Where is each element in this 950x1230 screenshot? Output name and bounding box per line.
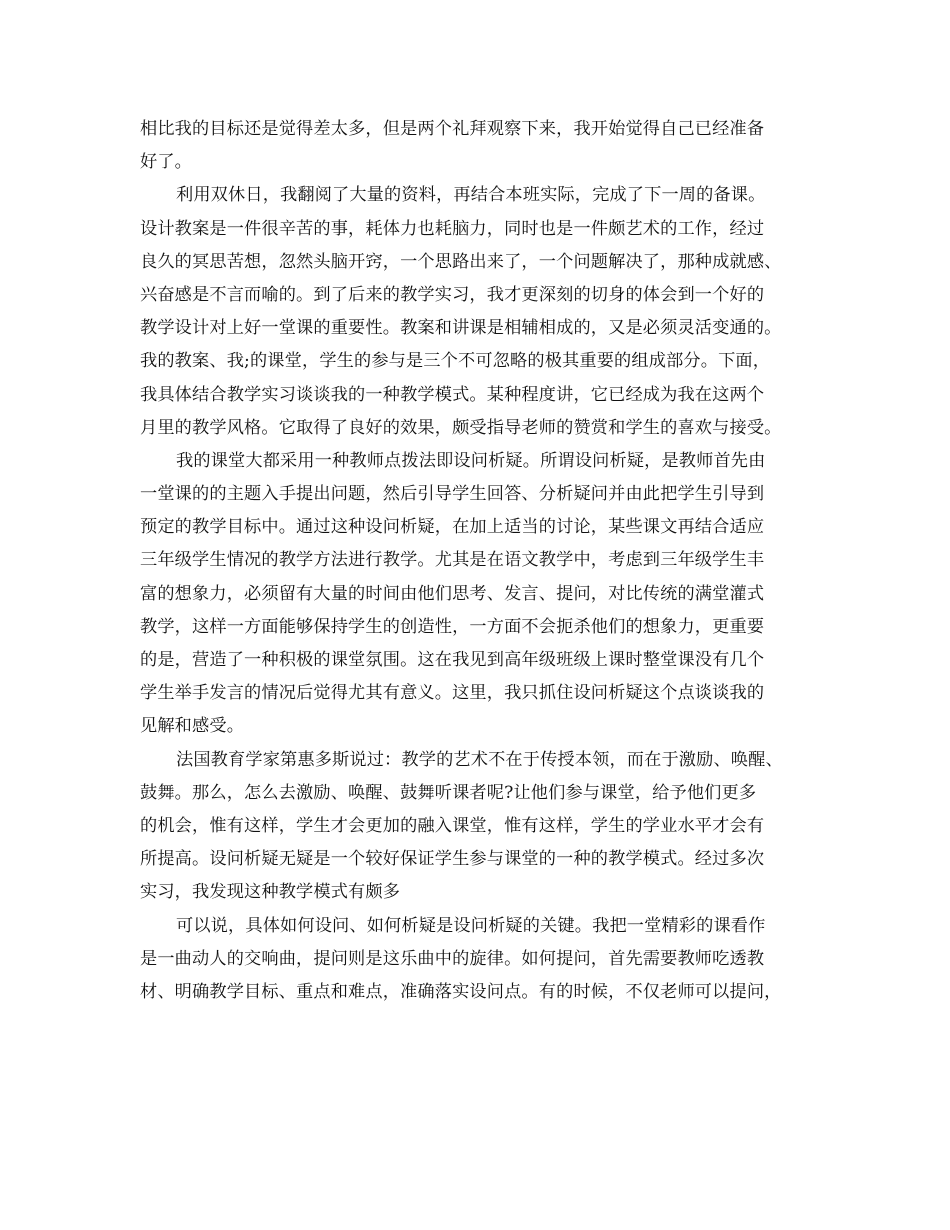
text-line: 是一曲动人的交响曲，提问则是这乐曲中的旋律。如何提问，首先需要教师吃透教 xyxy=(140,948,765,969)
text-line: 我具体结合教学实习谈谈我的一种教学模式。某种程度讲，它已经成为我在这两个 xyxy=(140,384,765,405)
text-line: 月里的教学风格。它取得了良好的效果，颇受指导老师的赞赏和学生的喜欢与接受。 xyxy=(140,417,782,438)
paragraph-start-line: 法国教育学家第惠多斯说过：教学的艺术不在于传授本领，而在于激励、唤醒、 xyxy=(176,749,783,770)
paragraph-start-line: 利用双休日，我翻阅了大量的资料，再结合本班实际，完成了下一周的备课。 xyxy=(176,185,766,206)
text-line: 兴奋感是不言而喻的。到了后来的教学实习，我才更深刻的切身的体会到一个好的 xyxy=(140,284,765,305)
text-line: 我的教案、我;的课堂，学生的参与是三个不可忽略的极其重要的组成部分。下面， xyxy=(140,351,771,372)
text-line: 实习，我发现这种教学模式有颇多 xyxy=(140,882,401,903)
text-line: 教学设计对上好一堂课的重要性。教案和讲课是相辅相成的，又是必须灵活变通的。 xyxy=(140,318,782,339)
text-line: 设计教案是一件很辛苦的事，耗体力也耗脑力，同时也是一件颇艺术的工作，经过 xyxy=(140,218,765,239)
text-line: 一堂课的的主题入手提出问题，然后引导学生回答、分析疑问并由此把学生引导到 xyxy=(140,484,765,505)
paragraph-start-line: 可以说，具体如何设问、如何析疑是设问析疑的关键。我把一堂精彩的课看作 xyxy=(176,915,766,936)
text-line: 材、明确教学目标、重点和难点，准确落实设问点。有的时候，不仅老师可以提问， xyxy=(140,981,782,1002)
text-line: 的机会，惟有这样，学生才会更加的融入课堂，惟有这样，学生的学业水平才会有 xyxy=(140,815,765,836)
text-line: 教学，这样一方面能够保持学生的创造性，一方面不会扼杀他们的想象力，更重要 xyxy=(140,616,765,637)
text-line: 富的想象力，必须留有大量的时间由他们思考、发言、提问，对比传统的满堂灌式 xyxy=(140,583,765,604)
text-line: 相比我的目标还是觉得差太多，但是两个礼拜观察下来，我开始觉得自己已经准备 xyxy=(140,119,765,139)
document-body xyxy=(140,113,820,1009)
text-line: 三年级学生情况的教学方法进行教学。尤其是在语文教学中，考虑到三年级学生丰 xyxy=(140,550,765,571)
paragraph-start-line: 我的课堂大都采用一种教师点拨法即设问析疑。所谓设问析疑，是教师首先由 xyxy=(176,450,766,471)
text-line: 所提高。设问析疑无疑是一个较好保证学生参与课堂的一种的教学模式。经过多次 xyxy=(140,849,765,870)
text-line: 预定的教学目标中。通过这种设问析疑，在加上适当的讨论，某些课文再结合适应 xyxy=(140,517,765,538)
text-line: 学生举手发言的情况后觉得尤其有意义。这里，我只抓住设问析疑这个点谈谈我的 xyxy=(140,683,765,704)
text-line: 鼓舞。那么，怎么去激励、唤醒、鼓舞听课者呢?让他们参与课堂，给予他们更多 xyxy=(140,782,757,803)
text-line: 良久的冥思苦想，忽然头脑开窍，一个思路出来了，一个问题解决了，那种成就感、 xyxy=(140,251,782,272)
text-line: 的是，营造了一种积极的课堂氛围。这在我见到高年级班级上课时整堂课没有几个 xyxy=(140,650,765,670)
text-line: 好了。 xyxy=(140,152,193,173)
text-line: 见解和感受。 xyxy=(140,716,245,737)
